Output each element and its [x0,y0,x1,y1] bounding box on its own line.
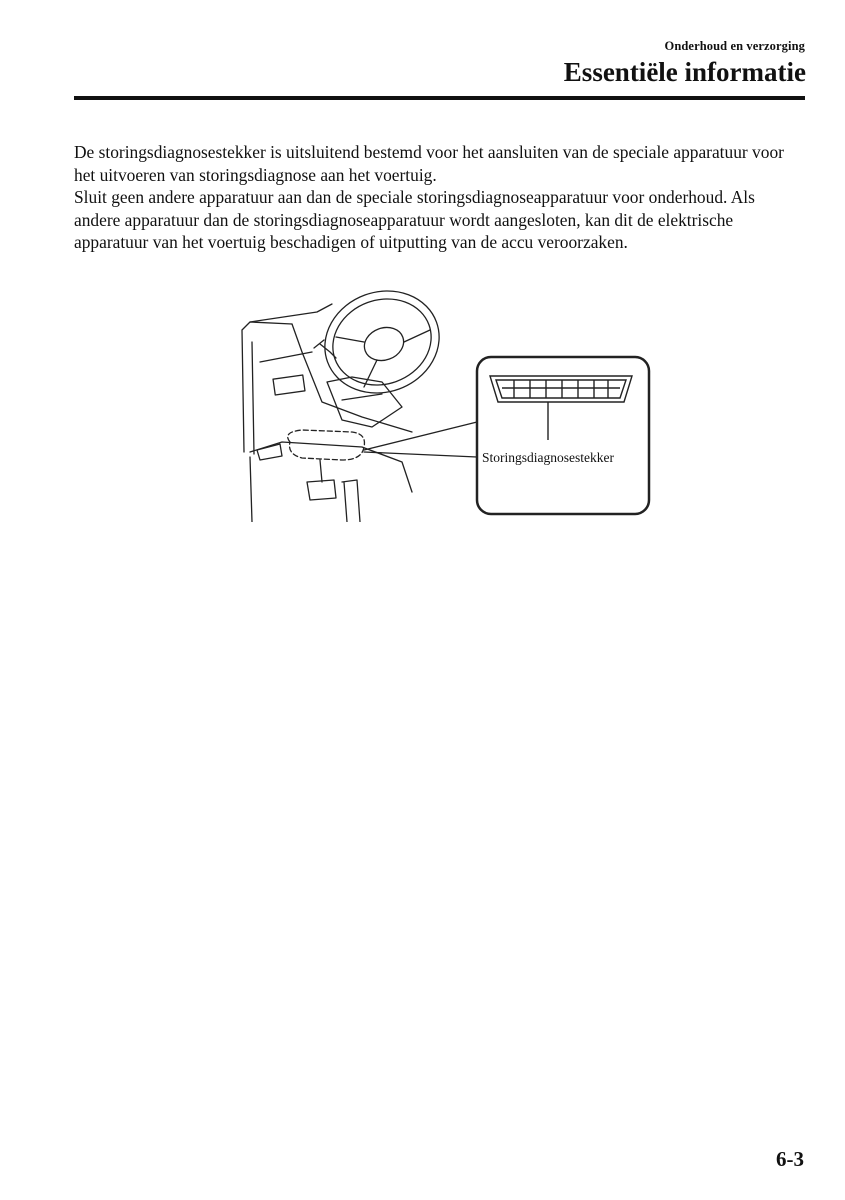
pedal-left [307,460,336,500]
paragraph-purpose: De storingsdiagnosestekker is uitsluitend bestemd voor het aansluiten van de speciale apparatuur voor het uitvoeren van storingsdiagnose aan het voertuig. [74,142,784,185]
callout-label: Storingsdiagnosestekker [482,450,614,465]
section-label: Onderhoud en verzorging [664,39,805,53]
diagnostic-connector-figure [232,282,652,522]
dashboard-illustration [232,282,652,522]
paragraph-warning: Sluit geen andere apparatuur aan dan de speciale storingsdiagnoseapparatuur voor onderhoud. Als andere apparatuur dan de storingsdiagnoseapparatuur wordt aangesloten, kan dit de elektrische apparatuur van het voertuig beschadigen of uitputting van de accu veroorzaken. [74,187,755,253]
body-text [74,141,794,254]
pedal-right [342,480,360,522]
steering-wheel-icon [310,282,453,409]
page-title: Essentiële informatie [563,57,806,87]
door-frame [242,322,292,454]
title-rule [74,96,805,100]
leader-line [364,422,477,457]
vent-icon [273,375,305,395]
page-number: 6-3 [776,1147,804,1171]
